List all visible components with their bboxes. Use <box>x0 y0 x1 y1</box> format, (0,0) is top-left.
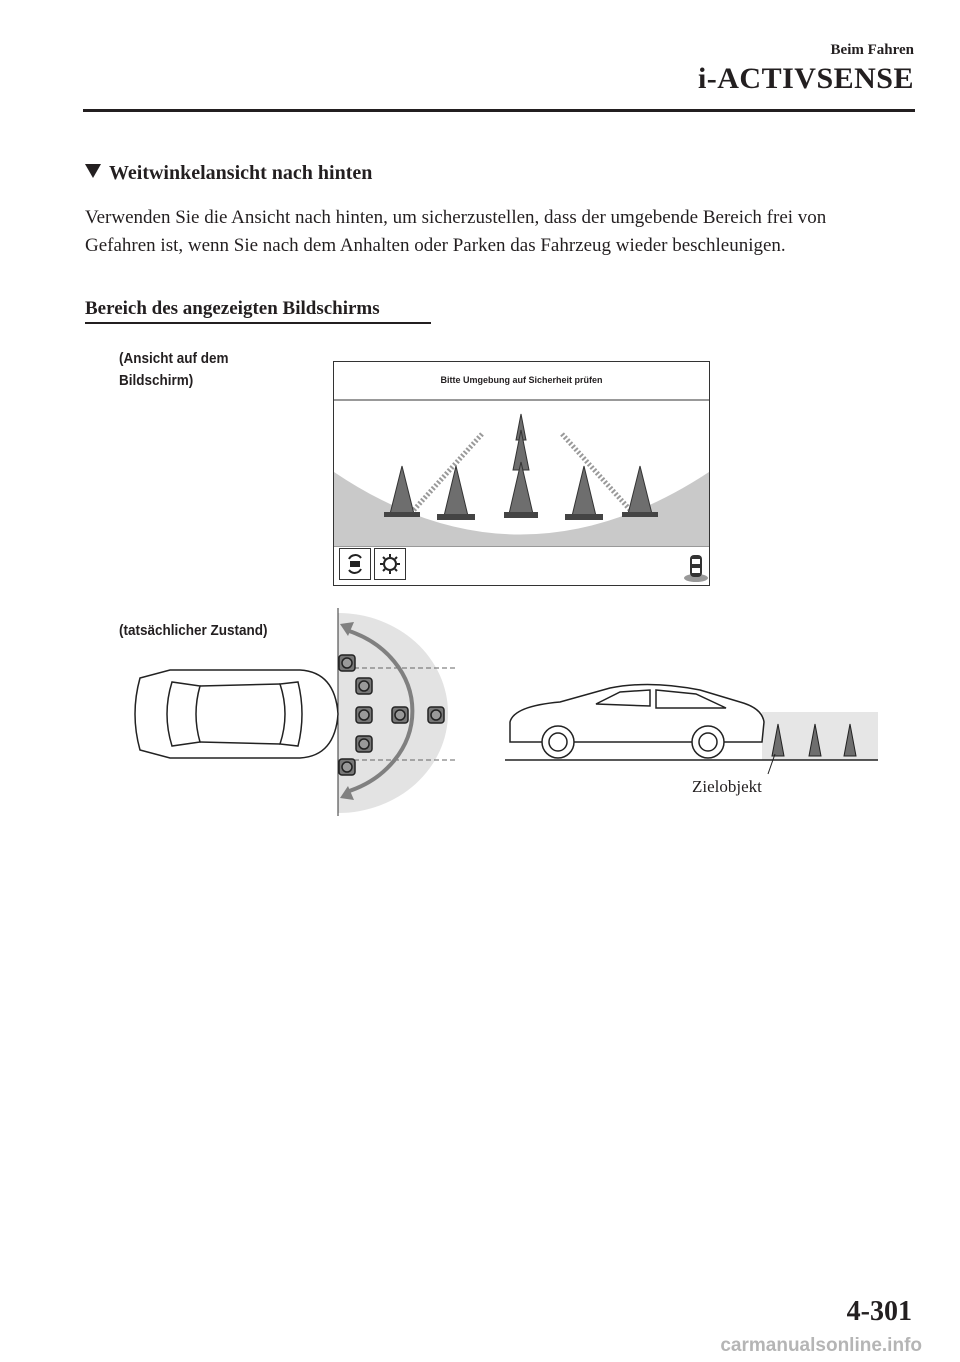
cone-base <box>504 512 538 518</box>
cone <box>628 466 652 514</box>
cone-base <box>437 514 475 520</box>
car-sensor-icon <box>684 555 708 582</box>
header-section: Beim Fahren <box>830 42 914 58</box>
screen-message: Bitte Umgebung auf Sicherheit prüfen <box>440 375 603 385</box>
top-view-diagram <box>110 608 460 818</box>
gear-icon <box>375 549 405 579</box>
guide-line-left <box>412 434 482 512</box>
header-rule <box>83 109 915 112</box>
side-view-diagram <box>500 676 880 776</box>
side-view-car <box>510 684 764 758</box>
view-switch-icon <box>340 549 370 579</box>
cone-base <box>622 512 658 517</box>
actual-condition-label: (tatsächlicher Zustand) <box>119 622 268 639</box>
cone-base <box>565 514 603 520</box>
cone-base <box>384 512 420 517</box>
footer-watermark: carmanualsonline.info <box>720 1335 922 1356</box>
screen-view-label: (Ansicht auf dem Bildschirm) <box>119 350 229 389</box>
figure-subheading: Bereich des angezeigten Bildschirms <box>85 298 431 324</box>
header-chapter-title: i-ACTIVSENSE <box>697 62 914 95</box>
guide-line-right <box>562 434 632 512</box>
target-object-label: Zielobjekt <box>692 777 762 796</box>
top-view-car <box>135 670 338 758</box>
page-number: 4-301 <box>846 1296 912 1327</box>
section-heading-text: Weitwinkelansicht nach hinten <box>109 162 373 184</box>
view-switch-button[interactable] <box>339 548 371 580</box>
body-paragraph: Verwenden Sie die Ansicht nach hinten, um sicherzustellen, dass der umgebende Bereich frei von Gefahren ist, wenn Sie nach dem Anhalten oder Parken das Fahrzeug wieder beschleunigen. <box>85 207 827 256</box>
settings-button[interactable] <box>374 548 406 580</box>
cone <box>390 466 414 514</box>
camera-screen-illustration <box>333 361 710 586</box>
triangle-bullet-icon <box>85 164 101 178</box>
section-heading <box>85 162 372 185</box>
cone <box>572 466 596 516</box>
